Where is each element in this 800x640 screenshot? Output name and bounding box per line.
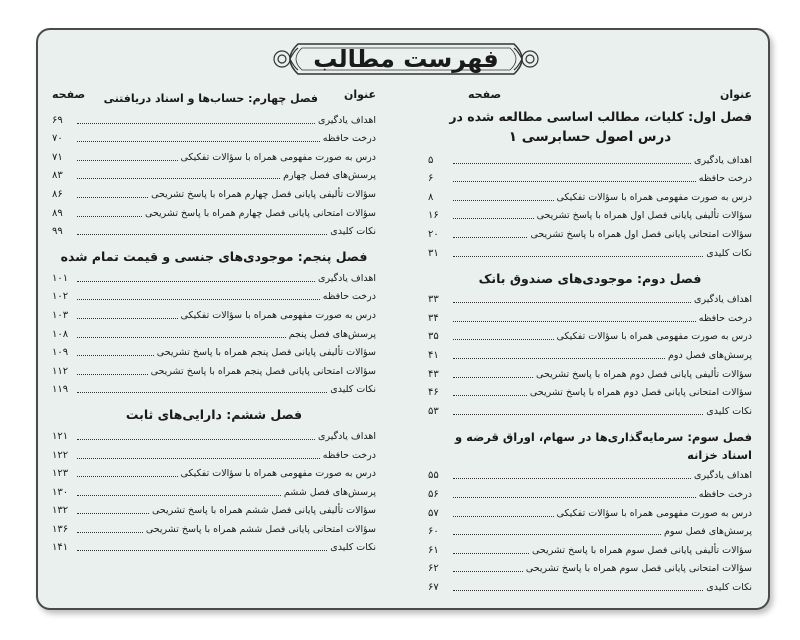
toc-entry-label: نکات کلیدی (706, 405, 752, 417)
toc-entry (428, 464, 752, 483)
toc-entry-label: درس به صورت مفهومی همراه با سؤالات تفکیکی (180, 468, 376, 480)
toc-entry-label: درخت حافظه (698, 173, 752, 185)
toc-entry (52, 201, 376, 220)
dot-leader (453, 256, 703, 257)
toc-entry-label: سؤالات امتحانی پایانی فصل دوم همراه با پاسخ تشریحی (529, 387, 752, 399)
toc-entry (428, 482, 752, 501)
toc-entry-page: ۱۱۲ (52, 365, 69, 377)
toc-entry (52, 322, 376, 341)
header-subject: عنوان (343, 88, 376, 101)
toc-entry-page: ۵۷ (428, 507, 439, 519)
toc-entry-label: اهداف یادگیری (694, 294, 752, 306)
toc-entry-page: ۸۳ (52, 170, 63, 182)
chapter-title: فصل ششم: دارایی‌های ثابت (125, 407, 303, 423)
toc-entry-label: سؤالات امتحانی پایانی فصل چهارم همراه با پاسخ تشریحی (144, 207, 376, 219)
toc-entry-page: ۶۹ (52, 114, 63, 126)
toc-entry-label: درس به صورت مفهومی همراه با سؤالات تفکیکی (556, 191, 752, 203)
toc-entry-label: سؤالات تألیفی پایانی فصل پنجم همراه با پاسخ تشریحی (156, 347, 376, 359)
toc-entry (52, 443, 376, 462)
dot-leader (77, 318, 178, 319)
dot-leader (453, 200, 554, 201)
toc-entry-label: پرسش‌های فصل سوم (663, 526, 752, 538)
toc-entry (428, 399, 752, 418)
toc-entry-label: نکات کلیدی (330, 226, 376, 238)
toc-entry-page: ۱۳۰ (52, 486, 69, 498)
toc-entry-label: سؤالات امتحانی پایانی فصل اول همراه با پاسخ تشریحی (530, 228, 752, 240)
toc-entry-label: پرسش‌های فصل پنجم (288, 328, 376, 340)
toc-entry (428, 557, 752, 576)
toc-entry-page: ۸۹ (52, 207, 63, 219)
toc-entry-label: درس به صورت مفهومی همراه با سؤالات تفکیکی (556, 331, 752, 343)
toc-entry (52, 145, 376, 164)
toc-entry-label: درس به صورت مفهومی همراه با سؤالات تفکیکی (180, 151, 376, 163)
toc-entry-page: ۳۳ (428, 294, 439, 306)
toc-entry-page: ۳۴ (428, 312, 439, 324)
dot-leader (77, 141, 320, 142)
dot-leader (453, 321, 696, 322)
dot-leader (77, 299, 320, 300)
dot-leader (453, 553, 529, 554)
toc-entry-label: درخت حافظه (698, 488, 752, 500)
dot-leader (453, 414, 703, 415)
toc-entry-label: نکات کلیدی (330, 542, 376, 554)
toc-entry-page: ۳۱ (428, 247, 439, 259)
toc-entry (52, 164, 376, 183)
toc-entry-page: ۱۰۲ (52, 291, 69, 303)
toc-entry (52, 127, 376, 146)
toc-entry (428, 204, 752, 223)
dot-leader (453, 163, 691, 164)
toc-entry-page: ۶۲ (428, 563, 439, 575)
toc-entry (428, 306, 752, 325)
toc-entry-page: ۷۰ (52, 133, 63, 145)
dot-leader (77, 234, 327, 235)
dot-leader (77, 160, 178, 161)
dot-leader (453, 181, 696, 182)
toc-entry-label: درخت حافظه (322, 133, 376, 145)
toc-entry-label: نکات کلیدی (706, 581, 752, 593)
dot-leader (77, 476, 178, 477)
toc-entry-label: پرسش‌های فصل دوم (667, 349, 752, 361)
toc-entry-label: اهداف یادگیری (694, 470, 752, 482)
toc-entry-page: ۹۹ (52, 226, 63, 238)
chapter-title: فصل پنجم: موجودی‌های جنسی و قیمت تمام شده (60, 249, 368, 265)
toc-entry-label: سؤالات امتحانی پایانی فصل پنجم همراه با پاسخ تشریحی (150, 365, 376, 377)
toc-column-left (52, 88, 376, 554)
dot-leader (77, 458, 320, 459)
toc-entry (428, 148, 752, 167)
toc-entry (52, 462, 376, 481)
toc-entry-page: ۴۳ (428, 368, 439, 380)
dot-leader (77, 281, 315, 282)
toc-entry (52, 108, 376, 127)
toc-entry-page: ۶۱ (428, 544, 439, 556)
toc-entry-page: ۸۶ (52, 188, 63, 200)
toc-entry (52, 285, 376, 304)
toc-entry (52, 499, 376, 518)
toc-entry-page: ۱۰۱ (52, 272, 69, 284)
toc-entry-label: اهداف یادگیری (318, 430, 376, 442)
chapter-title: فصل دوم: موجودی‌های صندوق بانک (478, 270, 702, 286)
toc-entry (52, 303, 376, 322)
toc-entry (428, 520, 752, 539)
toc-entry-page: ۶۷ (428, 581, 439, 593)
toc-entry-page: ۶۰ (428, 526, 439, 538)
dot-leader (453, 534, 661, 535)
dot-leader (77, 216, 142, 217)
toc-entry-label: سؤالات امتحانی پایانی فصل ششم همراه با پاسخ تشریحی (145, 523, 376, 535)
toc-entry-label: درس به صورت مفهومی همراه با سؤالات تفکیکی (556, 507, 752, 519)
dot-leader (77, 337, 286, 338)
toc-entry-page: ۱۰۹ (52, 347, 69, 359)
toc-page (36, 28, 770, 610)
dot-leader (453, 516, 554, 517)
dot-leader (453, 358, 665, 359)
header-page: صفحه (52, 88, 86, 101)
dot-leader (77, 392, 327, 393)
toc-entry (52, 378, 376, 397)
toc-entry-page: ۵۶ (428, 488, 439, 500)
toc-entry (428, 288, 752, 307)
toc-entry-label: اهداف یادگیری (318, 114, 376, 126)
toc-entry-page: ۵۵ (428, 470, 439, 482)
dot-leader (77, 178, 280, 179)
toc-entry-page: ۱۰۸ (52, 328, 69, 340)
toc-entry-page: ۱۱۹ (52, 384, 69, 396)
toc-entry-page: ۶ (428, 173, 434, 185)
toc-entry-label: اهداف یادگیری (694, 154, 752, 166)
dot-leader (77, 532, 143, 533)
toc-entry (428, 241, 752, 260)
toc-entry-page: ۷۱ (52, 151, 63, 163)
chapter-title: درس اصول حسابرسی ۱ (508, 129, 672, 145)
title-banner (268, 36, 544, 82)
toc-entry-page: ۱۲۲ (52, 449, 69, 461)
toc-entry-label: سؤالات تألیفی پایانی فصل ششم همراه با پاسخ تشریحی (151, 505, 376, 517)
dot-leader (77, 513, 149, 514)
toc-entry-page: ۵ (428, 154, 434, 166)
toc-entry (428, 185, 752, 204)
dot-leader (453, 590, 703, 591)
toc-entry-page: ۱۲۱ (52, 430, 69, 442)
toc-entry-page: ۱۳۲ (52, 505, 69, 517)
toc-entry (52, 424, 376, 443)
toc-entry (52, 359, 376, 378)
dot-leader (77, 123, 315, 124)
toc-entry-page: ۱۳۶ (52, 523, 69, 535)
toc-entry (52, 341, 376, 360)
dot-leader (77, 550, 327, 551)
toc-entry-page: ۵۳ (428, 405, 439, 417)
toc-entry (428, 538, 752, 557)
dot-leader (453, 571, 523, 572)
dot-leader (453, 478, 691, 479)
toc-entry (52, 220, 376, 239)
column-header (428, 88, 752, 104)
toc-entry-page: ۳۵ (428, 331, 439, 343)
toc-entry (52, 266, 376, 285)
chapter-title: فصل اول: کلیات، مطالب اساسی مطالعه شده در (449, 109, 752, 124)
toc-entry (428, 381, 752, 400)
header-subject: عنوان (719, 88, 752, 101)
toc-entry-label: اهداف یادگیری (318, 272, 376, 284)
dot-leader (77, 355, 154, 356)
toc-entry-label: نکات کلیدی (330, 384, 376, 396)
toc-entry-page: ۸ (428, 191, 434, 203)
toc-column-right (428, 88, 752, 594)
toc-entry-label: سؤالات امتحانی پایانی فصل سوم همراه با پاسخ تشریحی (525, 563, 752, 575)
toc-entry (52, 182, 376, 201)
toc-entry-label: نکات کلیدی (706, 247, 752, 259)
toc-entry-page: ۱۰۳ (52, 309, 69, 321)
toc-entry (428, 222, 752, 241)
toc-entry (52, 480, 376, 499)
toc-entry-label: درخت حافظه (698, 312, 752, 324)
dot-leader (77, 439, 315, 440)
toc-entry-label: پرسش‌های فصل چهارم (283, 170, 376, 182)
toc-entry-page: ۲۰ (428, 228, 439, 240)
dot-leader (453, 339, 554, 340)
dot-leader (77, 197, 148, 198)
dot-leader (453, 237, 527, 238)
toc-entry-label: سؤالات تألیفی پایانی فصل سوم همراه با پاسخ تشریحی (532, 544, 752, 556)
chapter-title: فصل چهارم: حساب‌ها و اسناد دریافتنی (103, 92, 318, 105)
dot-leader (453, 218, 534, 219)
toc-entry (52, 536, 376, 555)
dot-leader (453, 302, 691, 303)
toc-entry-page: ۱۶ (428, 210, 439, 222)
toc-entry-label: سؤالات تألیفی پایانی فصل اول همراه با پاسخ تشریحی (536, 210, 752, 222)
chapter-title: فصل سوم: سرمایه‌گذاری‌ها در سهام، اوراق قرضه و اسناد خزانه (454, 429, 752, 462)
toc-entry-label: درخت حافظه (322, 291, 376, 303)
dot-leader (453, 377, 533, 378)
toc-entry (52, 517, 376, 536)
toc-entry-page: ۱۲۳ (52, 468, 69, 480)
toc-entry (428, 501, 752, 520)
dot-leader (453, 497, 696, 498)
toc-entry-label: درخت حافظه (322, 449, 376, 461)
toc-entry-label: سؤالات تألیفی پایانی فصل دوم همراه با پاسخ تشریحی (536, 368, 752, 380)
toc-entry (428, 167, 752, 186)
toc-entry (428, 362, 752, 381)
header-page: صفحه (468, 88, 502, 101)
dot-leader (77, 495, 281, 496)
toc-entry-page: ۴۶ (428, 387, 439, 399)
toc-entry (428, 343, 752, 362)
toc-entry-page: ۱۴۱ (52, 542, 69, 554)
toc-entry (428, 325, 752, 344)
toc-entry-label: پرسش‌های فصل ششم (283, 486, 376, 498)
toc-entry-label: سؤالات تألیفی پایانی فصل چهارم همراه با پاسخ تشریحی (151, 188, 376, 200)
toc-entry-label: درس به صورت مفهومی همراه با سؤالات تفکیکی (180, 309, 376, 321)
dot-leader (77, 374, 148, 375)
toc-entry (428, 575, 752, 594)
dot-leader (453, 395, 527, 396)
page-title: فهرست مطالب (313, 45, 499, 73)
toc-entry-page: ۴۱ (428, 349, 439, 361)
